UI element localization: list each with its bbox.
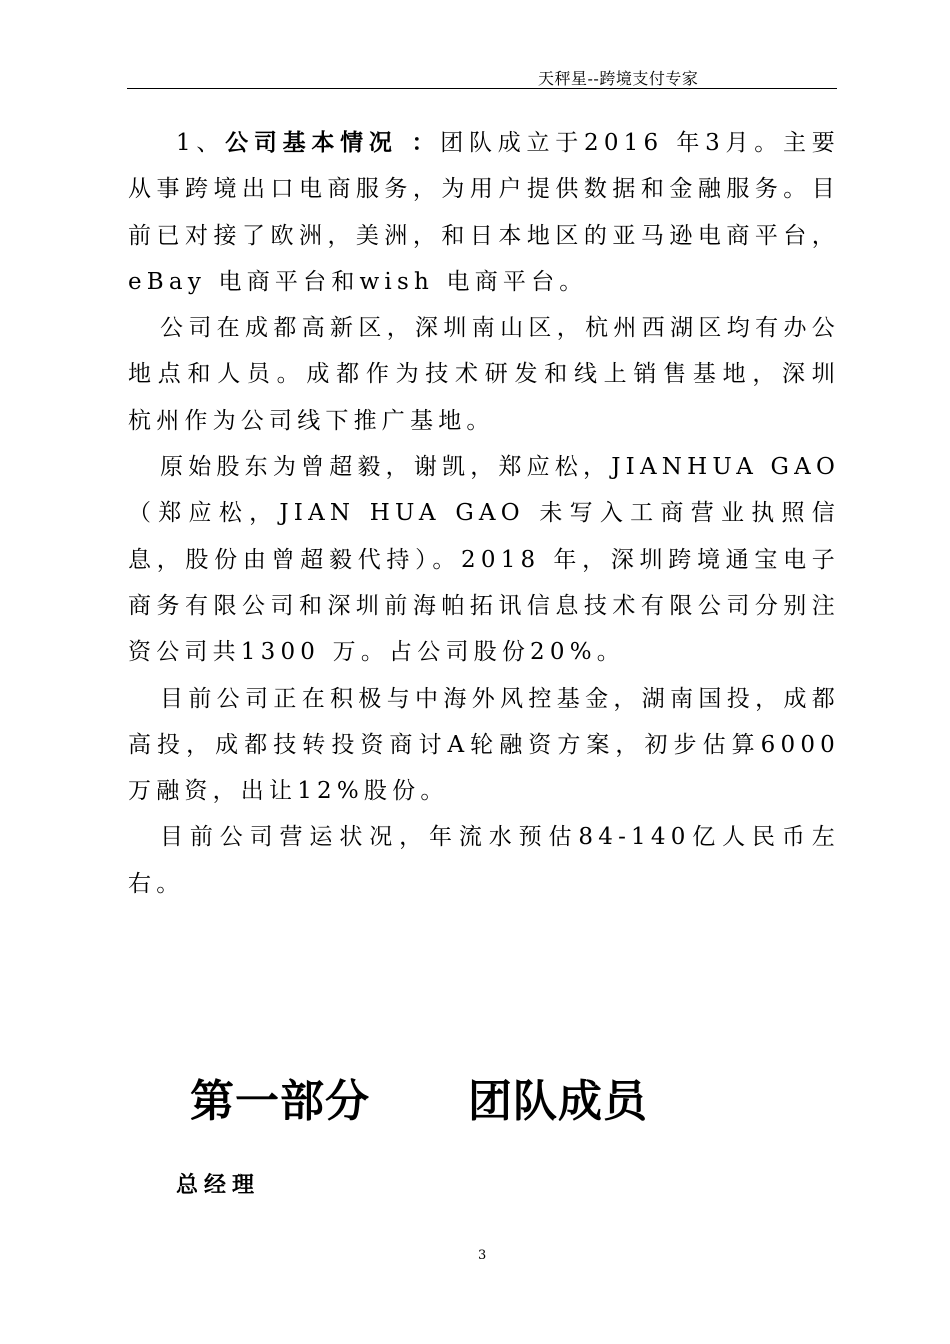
section-title: 公司基本情况 ：: [225, 130, 441, 156]
paragraph-operations: 目前公司营运状况，年流水预估84-140亿人民币左右。: [128, 824, 840, 897]
paragraph-intro-body: 团队成立于2016 年3月。主要从事跨境出口电商服务，为用户提供数据和金融服务。目前已对接了欧洲，美洲，和日本地区的亚马逊电商平台，eBay 电商平台和wish 电商平台。: [128, 130, 841, 295]
page-number: 3: [478, 1248, 487, 1263]
paragraph-shareholders: 原始股东为曾超毅，谢凯，郑应松，JIANHUA GAO（郑应松，JIAN HUA GAO 未写入工商营业执照信息，股份由曾超毅代持）。2018 年，深圳跨境通宝电子商务有限公司和深圳前海帕拓讯信息技术有限公司分别注资公司共1300 万。占公司股份20%。: [128, 454, 840, 666]
page-header: 天秤星--跨境支付专家: [538, 69, 699, 88]
part-title: 团队成员: [468, 1076, 648, 1127]
paragraph-intro: [128, 120, 840, 305]
part-heading: [190, 1065, 648, 1129]
role-subheading: 总经理: [176, 1173, 261, 1198]
section-number: 1、: [176, 130, 226, 156]
company-overview: [128, 120, 840, 907]
paragraph-financing: 目前公司正在积极与中海外风控基金，湖南国投，成都高投，成都技转投资商讨A轮融资方案，初步估算6000 万融资，出让12%股份。: [128, 685, 840, 805]
paragraph-offices: 公司在成都高新区，深圳南山区，杭州西湖区均有办公地点和人员。成都作为技术研发和线上销售基地，深圳 杭州作为公司线下推广基地。: [128, 315, 840, 434]
header-divider: [127, 88, 837, 89]
part-label: 第一部分: [190, 1076, 370, 1127]
